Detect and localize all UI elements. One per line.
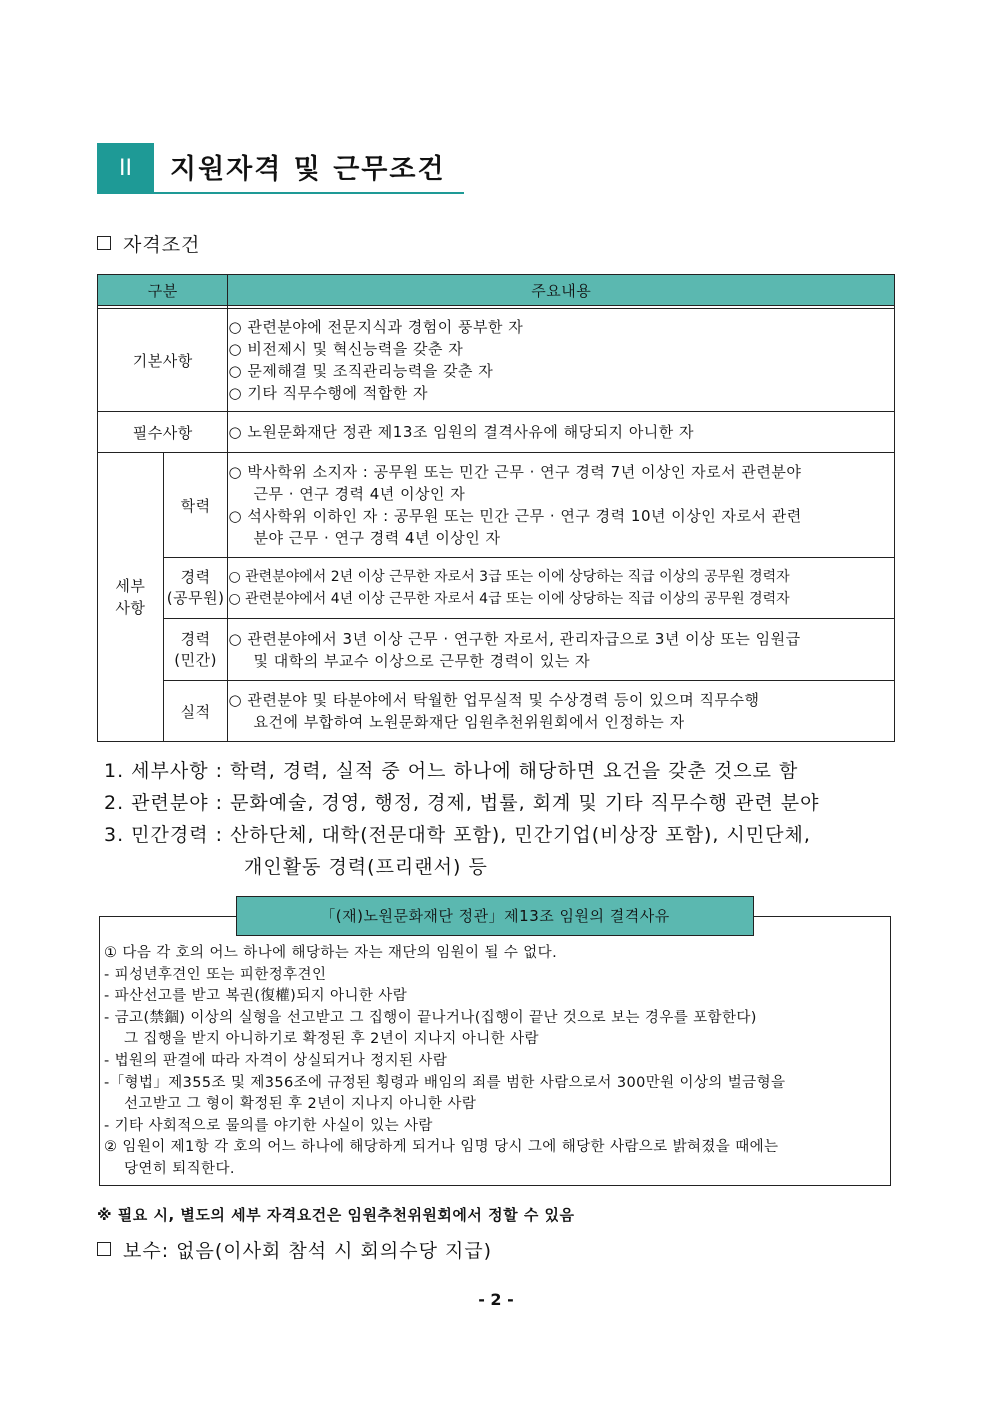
basic-content: ○ 관련분야에 전문지식과 경험이 풍부한 자 ○ 비전제시 및 혁신능력을 갖춘 자 ○ 문제해결 및 조직관리능력을 갖춘 자 ○ 기타 직무수행에 적합한 자 <box>228 309 895 412</box>
table-header-row <box>98 275 895 306</box>
list-item: - 기타 사회적으로 물의를 야기한 사실이 있는 사람 <box>104 1117 433 1134</box>
note-item: 개인활동 경력(프리랜서) 등 <box>244 856 488 878</box>
section-number: II <box>97 143 154 194</box>
education-label: 학력 <box>163 453 228 558</box>
career-private-label: 경력 (민간) <box>163 619 228 681</box>
header-content: 주요내용 <box>228 275 895 306</box>
list-item: 당연히 퇴직한다. <box>124 1160 235 1177</box>
list-item: - 파산선고를 받고 복권(復權)되지 아니한 사람 <box>104 988 408 1005</box>
education-content: ○ 박사학위 소지자 : 공무원 또는 민간 근무 · 연구 경력 7년 이상인 자로서 관련분야 근무 · 연구 경력 4년 이상인 자 ○ 석사학위 이하인 자 : 공무원 또는 민간 근무 · 연구 경력 10년 이상인 자로서 관련 분야 근무 · 연구 경력 4년 이상인 자 <box>228 453 895 558</box>
list-item: -「형법」제355조 및 제356조에 규정된 횡령과 배임의 죄를 범한 사람으로서 300만원 이상의 벌금형을 <box>104 1074 786 1091</box>
career-public-label: 경력 (공무원) <box>163 558 228 619</box>
performance-content: ○ 관련분야 및 타분야에서 탁월한 업무실적 및 수상경력 등이 있으며 직무수행 요건에 부합하여 노원문화재단 임원추천위원회에서 인정하는 자 <box>228 681 895 742</box>
checkbox-square-icon <box>97 1242 111 1256</box>
disqualification-list <box>104 943 785 1181</box>
table-row-basic <box>98 309 895 412</box>
career-private-content: ○ 관련분야에서 3년 이상 근무 · 연구한 자로서, 관리자급으로 3년 이상 또는 임원급 및 대학의 부교수 이상으로 근무한 경력이 있는 자 <box>228 619 895 681</box>
required-label: 필수사항 <box>98 412 228 453</box>
header-category: 구분 <box>98 275 228 306</box>
table-row-performance <box>98 681 895 742</box>
list-item: - 피성년후견인 또는 피한정후견인 <box>104 966 327 983</box>
table-row-career-public <box>98 558 895 619</box>
detail-label: 세부 사항 <box>98 453 164 742</box>
notes-list <box>104 755 820 883</box>
required-content: ○ 노원문화재단 정관 제13조 임원의 결격사유에 해당되지 아니한 자 <box>228 412 895 453</box>
list-item: - 법원의 판결에 따라 자격이 상실되거나 정지된 사람 <box>104 1052 448 1069</box>
section-underline <box>154 192 464 194</box>
list-item: ② 임원이 제1항 각 호의 어느 하나에 해당하게 되거나 임명 당시 그에 해당한 사람으로 밝혀졌을 때에는 <box>104 1139 779 1156</box>
list-item: - 금고(禁錮) 이상의 실형을 선고받고 그 집행이 끝나거나(집행이 끝난 것으로 보는 경우를 포함한다) <box>104 1009 757 1026</box>
note-item: 1. 세부사항 : 학력, 경력, 실적 중 어느 하나에 해당하면 요건을 갖춘 것으로 함 <box>104 760 799 782</box>
table-row-career-private <box>98 619 895 681</box>
section-title: 지원자격 및 근무조건 <box>170 154 446 185</box>
list-item: 그 집행을 받지 아니하기로 확정된 후 2년이 지나지 아니한 사람 <box>124 1031 539 1048</box>
performance-label: 실적 <box>163 681 228 742</box>
basic-label: 기본사항 <box>98 309 228 412</box>
footnote: ※ 필요 시, 별도의 세부 자격요건은 임원추천위원회에서 정할 수 있음 <box>97 1206 575 1224</box>
qualification-heading: 자격조건 <box>97 230 200 257</box>
page-number: - 2 - <box>478 1290 514 1309</box>
pay-line: 보수: 없음(이사회 참석 시 회의수당 지급) <box>97 1236 492 1263</box>
list-item: ① 다음 각 호의 어느 하나에 해당하는 자는 재단의 임원이 될 수 없다. <box>104 945 558 961</box>
table-row-required <box>98 412 895 453</box>
disqualification-title: 「(재)노원문화재단 정관」제13조 임원의 결격사유 <box>236 896 754 936</box>
checkbox-square-icon <box>97 236 111 250</box>
table-row-education <box>98 453 895 558</box>
career-public-content: ○ 관련분야에서 2년 이상 근무한 자로서 3급 또는 이에 상당하는 직급 이상의 공무원 경력자 ○ 관련분야에서 4년 이상 근무한 자로서 4급 또는 이에 상당하는 직급 이상의 공무원 경력자 <box>228 558 895 619</box>
note-item: 3. 민간경력 : 산하단체, 대학(전문대학 포함), 민간기업(비상장 포함), 시민단체, <box>104 824 811 846</box>
qualification-table <box>97 274 895 742</box>
note-item: 2. 관련분야 : 문화예술, 경영, 행정, 경제, 법률, 회계 및 기타 직무수행 관련 분야 <box>104 792 820 814</box>
list-item: 선고받고 그 형이 확정된 후 2년이 지나지 아니한 사람 <box>124 1096 477 1113</box>
